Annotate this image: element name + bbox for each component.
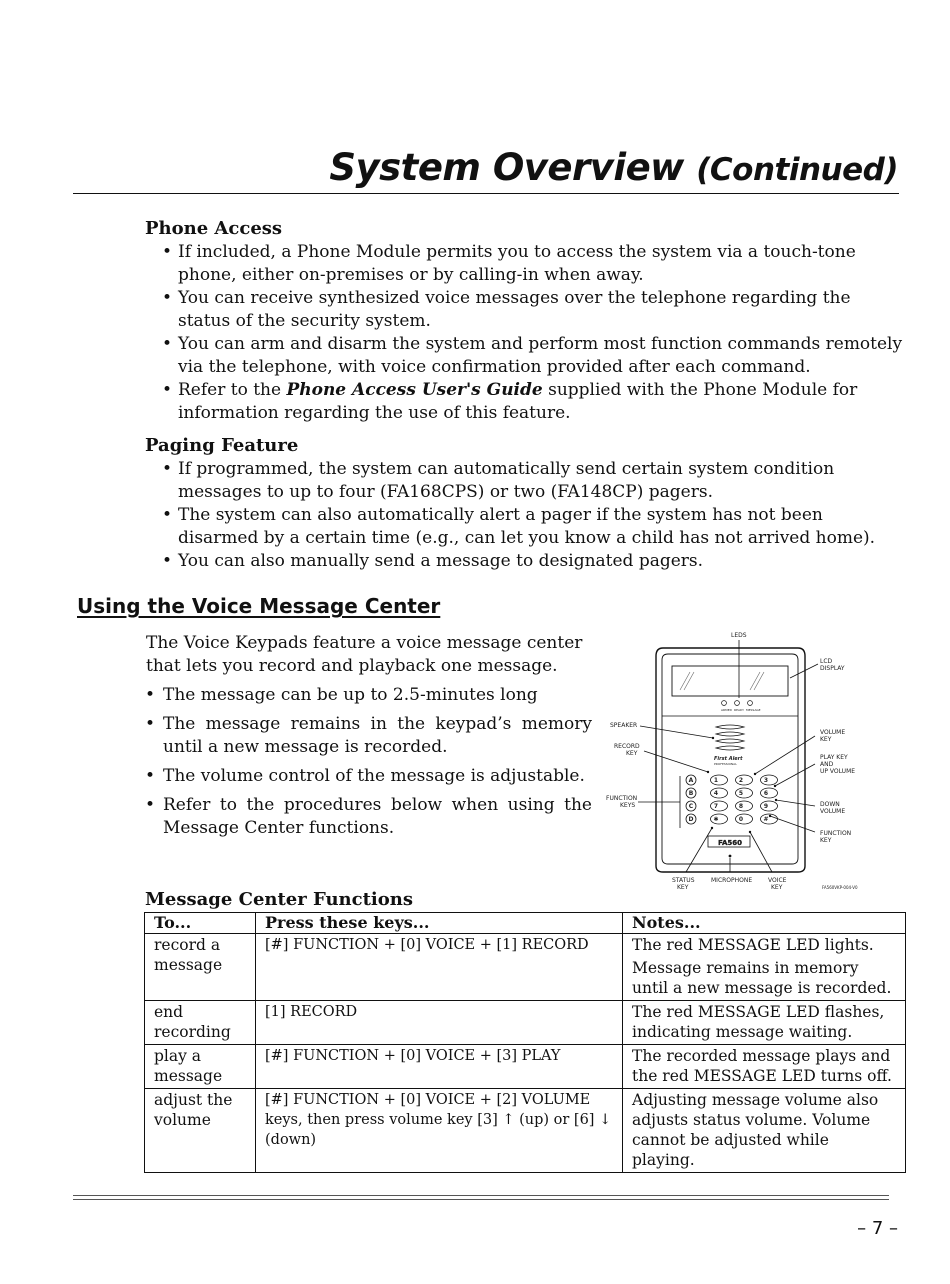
keypad-brand: First Alert: [714, 756, 743, 762]
page-number: – 7 –: [857, 1218, 898, 1239]
footer-rule: [73, 1195, 889, 1200]
keypad-brand-sub: PROFESSIONAL: [714, 762, 737, 766]
letter-key-label: B: [688, 790, 694, 798]
microphone-icon: [729, 855, 732, 858]
list-item: • The message can be up to 2.5-minutes long: [145, 684, 592, 707]
list-item: • The message remains in the keypad’s memory until a new message is recorded.: [145, 713, 592, 759]
label-voice: VOICE: [768, 877, 787, 884]
figure-id: FA560VKP-004-V0: [822, 885, 858, 890]
voice-center-intro: The Voice Keypads feature a voice message center that lets you record and playback one message.: [146, 633, 583, 676]
list-item: • The system can also automatically alert a pager if the system has not been disarmed by a certain time (e.g., can let you know a child has not arrived home).: [160, 504, 905, 550]
functions-table: [144, 912, 906, 1173]
paging-heading: Paging Feature: [145, 435, 299, 456]
number-key-label: 4: [713, 790, 719, 798]
table-row: [145, 1001, 906, 1045]
label-record: RECORD: [614, 743, 640, 750]
label-down-volume: DOWN: [820, 801, 840, 808]
page-title-suffix: (Continued): [696, 152, 898, 188]
label-play: AND: [820, 761, 834, 768]
label-status: KEY: [677, 884, 689, 891]
cell-to: end recording: [145, 1001, 256, 1045]
led-label: ARMED: [721, 708, 732, 712]
phone-access-heading: Phone Access: [145, 218, 283, 239]
label-lcd: DISPLAY: [820, 665, 845, 672]
table-row: [145, 1089, 906, 1173]
number-key-label: 6: [763, 790, 769, 798]
cell-keys: [#] FUNCTION + [0] VOICE + [2] VOLUME keys, then press volume key [3] ↑ (up) or [6] ↓ (down): [256, 1089, 623, 1173]
paging-list: [160, 458, 905, 573]
label-status: STATUS: [672, 877, 695, 884]
voice-center-heading: Using the Voice Message Center: [77, 594, 441, 618]
letter-key-label: D: [688, 816, 694, 824]
number-key-label: 2: [738, 777, 744, 785]
label-lcd: LCD: [820, 658, 833, 665]
list-item: • You can also manually send a message to designated pagers.: [160, 550, 905, 573]
number-key-label: 1: [713, 777, 719, 785]
letter-key-label: C: [688, 803, 694, 811]
label-down-volume: VOLUME: [820, 808, 846, 815]
title-rule: [73, 193, 899, 194]
led-armed-icon: [722, 701, 727, 706]
number-key-label: 0: [738, 816, 744, 824]
cell-keys: [1] RECORD: [256, 1001, 623, 1045]
label-function-keys: FUNCTION: [606, 795, 638, 802]
cell-notes: [623, 934, 906, 1001]
cell-to: play a message: [145, 1045, 256, 1089]
number-key-label: 7: [713, 803, 719, 811]
number-key-label: ✱: [713, 816, 719, 824]
led-label: MESSAGE: [746, 708, 761, 712]
cell-to: adjust the volume: [145, 1089, 256, 1173]
note-line: Message remains in memory until a new message is recorded.: [632, 959, 892, 997]
number-key-label: #: [763, 816, 769, 824]
led-label: READY: [734, 708, 745, 712]
number-key-label: 9: [763, 803, 769, 811]
list-item: • If programmed, the system can automatically send certain system condition messages to up to four (FA168CPS) or two (FA148CP) pagers.: [160, 458, 905, 504]
label-function-keys: KEYS: [620, 802, 636, 809]
note-line: The red MESSAGE LED lights.: [632, 936, 874, 954]
guide-ref-post: supplied with the Phone Module for information regarding the use of this feature.: [178, 380, 858, 423]
phone-access-list: [160, 241, 905, 425]
label-function-key: KEY: [820, 837, 832, 844]
number-key-label: 8: [738, 803, 744, 811]
number-key-label: 5: [738, 790, 744, 798]
voice-center-list: [145, 684, 592, 846]
keypad-figure: [600, 626, 870, 896]
table-row: [145, 934, 906, 1001]
list-item: • The volume control of the message is adjustable.: [145, 765, 592, 788]
table-header-row: [145, 913, 906, 934]
label-volume: VOLUME: [820, 729, 846, 736]
list-item: • You can receive synthesized voice messages over the telephone regarding the status of the security system.: [160, 287, 905, 333]
led-ready-icon: [735, 701, 740, 706]
cell-notes: Adjusting message volume also adjusts status volume. Volume cannot be adjusted while playing.: [623, 1089, 906, 1173]
column-header: Notes...: [623, 913, 906, 934]
label-voice: KEY: [771, 884, 783, 891]
column-header: To...: [145, 913, 256, 934]
list-item: • If included, a Phone Module permits you to access the system via a touch-tone phone, either on-premises or by calling-in when away.: [160, 241, 905, 287]
number-key-label: 3: [763, 777, 769, 785]
cell-keys: [#] FUNCTION + [0] VOICE + [3] PLAY: [256, 1045, 623, 1089]
label-microphone: MICROPHONE: [711, 877, 753, 884]
letter-key-label: A: [688, 777, 694, 785]
page-title-main: System Overview: [329, 146, 684, 189]
cell-to: record a message: [145, 934, 256, 1001]
label-play: PLAY KEY: [820, 754, 848, 761]
label-play: UP VOLUME: [820, 768, 856, 775]
column-header: Press these keys...: [256, 913, 623, 934]
label-speaker: SPEAKER: [610, 722, 638, 729]
list-item: • You can arm and disarm the system and perform most function commands remotely via the telephone, with voice confirmation provided after each command.: [160, 333, 905, 379]
label-function-key: FUNCTION: [820, 830, 852, 837]
list-item: [160, 379, 905, 425]
label-leds: LEDS: [731, 632, 747, 639]
list-item: • Refer to the procedures below when using the Message Center functions.: [145, 794, 592, 840]
cell-notes: The recorded message plays and the red MESSAGE LED turns off.: [623, 1045, 906, 1089]
guide-title: Phone Access User's Guide: [286, 380, 543, 400]
page-title: [329, 146, 898, 189]
functions-table-heading: Message Center Functions: [145, 889, 413, 910]
table-row: [145, 1045, 906, 1089]
guide-ref-pre: Refer to the: [178, 380, 287, 400]
cell-notes: The red MESSAGE LED flashes, indicating message waiting.: [623, 1001, 906, 1045]
cell-keys: [#] FUNCTION + [0] VOICE + [1] RECORD: [256, 934, 623, 1001]
led-message-icon: [748, 701, 753, 706]
label-record: KEY: [626, 750, 638, 757]
model-label: FA560: [718, 839, 743, 847]
label-volume: KEY: [820, 736, 832, 743]
lcd-display: [672, 666, 788, 696]
